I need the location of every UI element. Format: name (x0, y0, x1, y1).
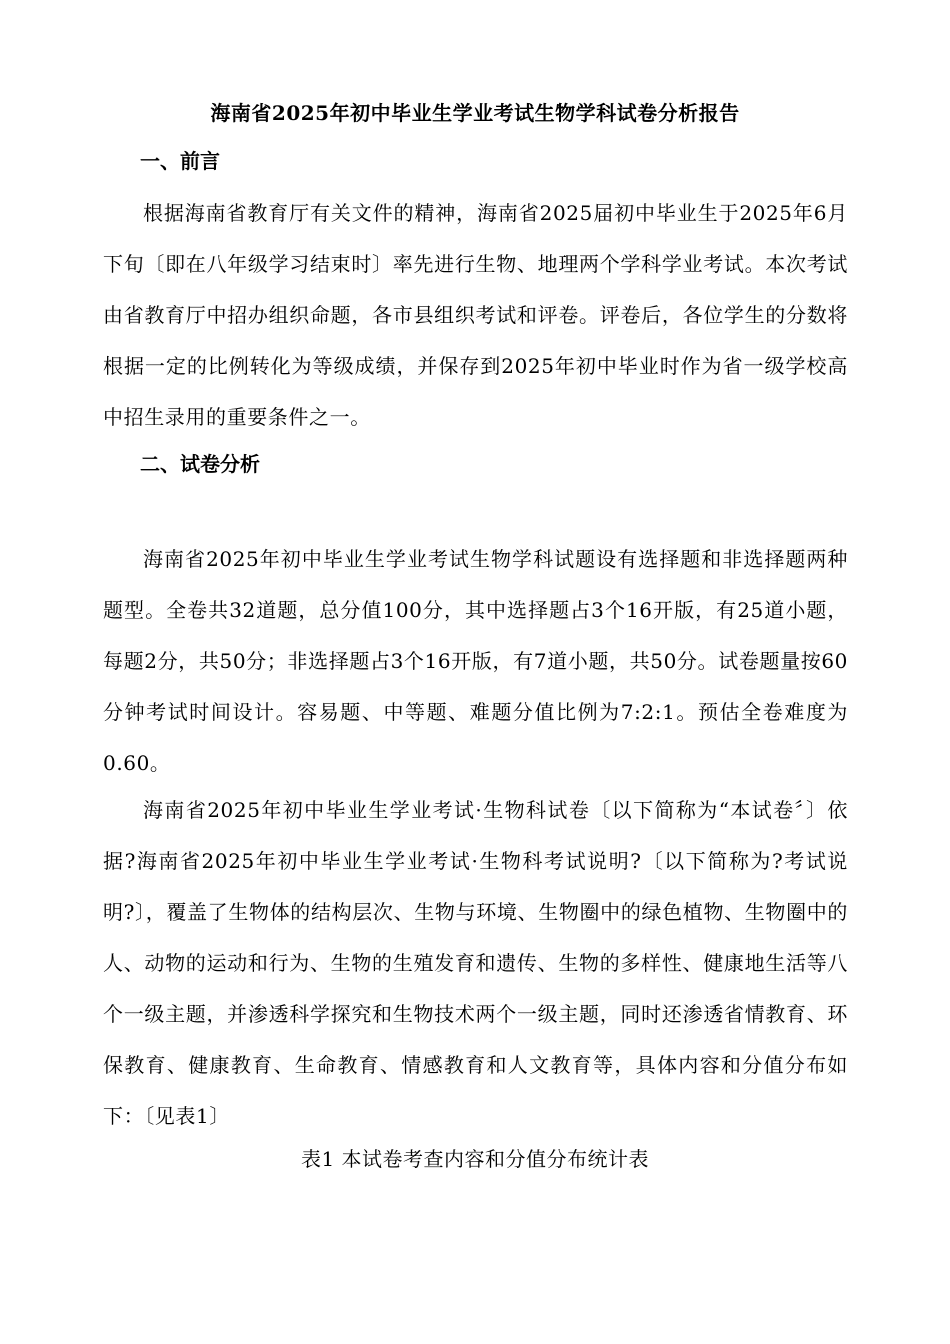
table-caption: 表1 本试卷考查内容和分值分布统计表 (300, 1147, 650, 1171)
analysis-paragraph-2: 海南省2025年初中毕业生学业考试·生物科试卷〔以下简称为“本试卷〞〕依据?海南省2025年初中毕业生学业考试·生物科考试说明?〔以下简称为?考试说明?〕，覆盖了生物体的结构层次、生物与环境、生物圈中的绿色植物、生物圈中的人、动物的运动和行为、生物的生殖发育和遗传、生物的多样性、健康地生活等八个一级主题，并渗透科学探究和生物技术两个一级主题，同时还渗透省情教育、环保教育、健康教育、生命教育、情感教育和人文教育等，具体内容和分值分布如下：〔见表1〕 (103, 798, 848, 1128)
section-heading-analysis: 二、试卷分析 (140, 452, 260, 476)
preface-paragraph: 根据海南省教育厅有关文件的精神，海南省2025届初中毕业生于2025年6月下旬〔即在八年级学习结束时〕率先进行生物、地理两个学科学业考试。本次考试由省教育厅中招办组织命题，各市县组织考试和评卷。评卷后，各位学生的分数将根据一定的比例转化为等级成绩，并保存到2025年初中毕业时作为省一级学校高中招生录用的重要条件之一。 (103, 201, 848, 429)
section-heading-preface: 一、前言 (140, 149, 220, 173)
analysis-paragraph-1: 海南省2025年初中毕业生学业考试生物学科试题设有选择题和非选择题两种题型。全卷共32道题，总分值100分，其中选择题占3个16开版，有25道小题，每题2分，共50分；非选择题占3个16开版，有7道小题，共50分。试卷题量按60分钟考试时间设计。容易题、中等题、难题分值比例为7:2:1。预估全卷难度为0.60。 (103, 547, 848, 775)
document-title: 海南省2025年初中毕业生学业考试生物学科试卷分析报告 (210, 101, 740, 125)
